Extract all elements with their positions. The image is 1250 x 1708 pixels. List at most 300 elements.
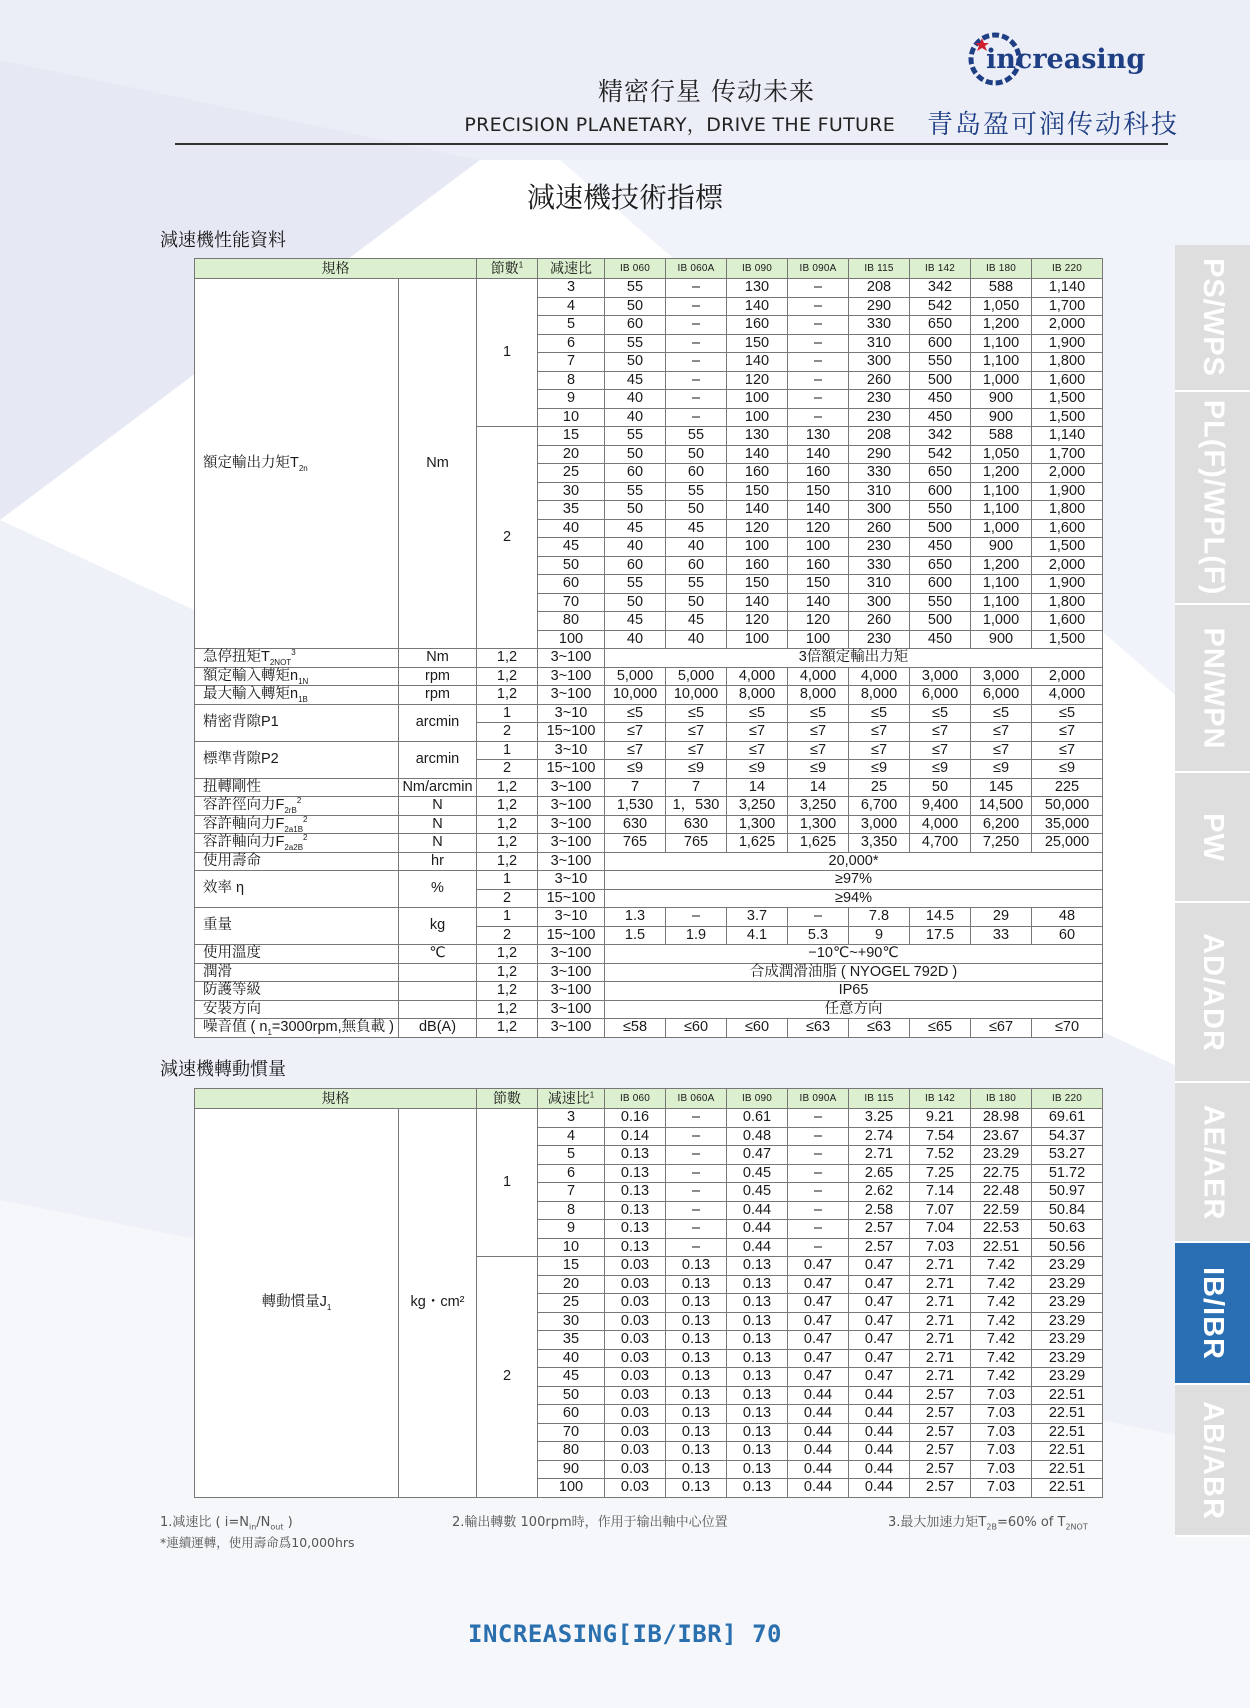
value-cell: 3,250 xyxy=(727,797,788,816)
value-cell: 20,000* xyxy=(605,852,1103,871)
stage-cell: 1,2 xyxy=(477,1019,538,1038)
table-row xyxy=(195,1109,1103,1128)
value-cell: ≤9 xyxy=(1032,760,1103,779)
side-tab-pl-wpl[interactable]: PL(F)/WPL(F) xyxy=(1175,392,1250,605)
value-cell: 450 xyxy=(910,630,971,649)
side-tab-ad-adr[interactable]: AD/ADR xyxy=(1175,903,1250,1083)
value-cell: 0.13 xyxy=(666,1423,727,1442)
ratio-cell: 100 xyxy=(538,1479,605,1498)
value-cell: 0.13 xyxy=(727,1257,788,1276)
value-cell: 55 xyxy=(605,334,666,353)
value-cell: 3,250 xyxy=(788,797,849,816)
value-cell: 150 xyxy=(727,575,788,594)
value-cell: 8,000 xyxy=(849,686,910,705)
inertia-label: 轉動慣量$J_1$ xyxy=(195,1109,399,1498)
value-cell: 2,000 xyxy=(1032,464,1103,483)
value-cell: 0.13 xyxy=(666,1368,727,1387)
value-cell: ≤7 xyxy=(971,723,1032,742)
value-cell: 1,500 xyxy=(1032,630,1103,649)
side-tab-ab-abr[interactable]: AB/ABR xyxy=(1175,1385,1250,1537)
header-stage: 節數 xyxy=(477,1089,538,1109)
value-cell: 1,140 xyxy=(1032,279,1103,298)
value-cell: 0.47 xyxy=(849,1349,910,1368)
value-cell: 550 xyxy=(910,501,971,520)
value-cell: 0.13 xyxy=(727,1294,788,1313)
header-model: IB 142 xyxy=(910,1089,971,1109)
side-tab-pn-wpn[interactable]: PN/WPN xyxy=(1175,605,1250,773)
value-cell: 1,625 xyxy=(727,834,788,853)
value-cell: 130 xyxy=(788,427,849,446)
value-cell: 0.13 xyxy=(666,1294,727,1313)
performance-table xyxy=(194,258,1103,1038)
ratio-cell: 30 xyxy=(538,1312,605,1331)
value-cell: 23.29 xyxy=(1032,1349,1103,1368)
value-cell: 1,000 xyxy=(971,612,1032,631)
value-cell: 0.03 xyxy=(605,1331,666,1350)
value-cell: 0.44 xyxy=(788,1460,849,1479)
value-cell: 2.71 xyxy=(910,1275,971,1294)
mounting-label: 安裝方向 xyxy=(195,1000,399,1019)
value-cell: 100 xyxy=(727,630,788,649)
value-cell: 0.03 xyxy=(605,1312,666,1331)
value-cell: 22.53 xyxy=(971,1220,1032,1239)
value-cell: – xyxy=(788,1127,849,1146)
header-model: IB 060A xyxy=(666,1089,727,1109)
value-cell: 7.42 xyxy=(971,1294,1032,1313)
value-cell: ≤5 xyxy=(727,704,788,723)
value-cell: 588 xyxy=(971,427,1032,446)
value-cell: 100 xyxy=(788,538,849,557)
value-cell: 0.13 xyxy=(666,1479,727,1498)
value-cell: 4,000 xyxy=(1032,686,1103,705)
ratio-cell: 60 xyxy=(538,575,605,594)
header-model: IB 220 xyxy=(1032,1089,1103,1109)
value-cell: – xyxy=(666,908,727,927)
value-cell: 542 xyxy=(910,297,971,316)
table-row xyxy=(195,649,1103,668)
value-cell: 50 xyxy=(666,501,727,520)
section-title-inertia: 減速機轉動慣量 xyxy=(160,1059,286,1080)
max-input-label: 最大輸入轉矩$n_{1B}$ xyxy=(195,686,399,705)
value-cell: 0.47 xyxy=(788,1312,849,1331)
value-cell: 1,600 xyxy=(1032,612,1103,631)
value-cell: 1,900 xyxy=(1032,575,1103,594)
value-cell: 0.13 xyxy=(666,1349,727,1368)
value-cell: 3,000 xyxy=(971,667,1032,686)
value-cell: 0.47 xyxy=(788,1257,849,1276)
header-spec: 規格 xyxy=(195,1089,477,1109)
value-cell: 22.51 xyxy=(1032,1405,1103,1424)
value-cell: 2.65 xyxy=(849,1164,910,1183)
value-cell: 50.63 xyxy=(1032,1220,1103,1239)
value-cell: 55 xyxy=(666,482,727,501)
ratio-cell: 25 xyxy=(538,1294,605,1313)
value-cell: 1,600 xyxy=(1032,519,1103,538)
value-cell: ≤7 xyxy=(605,741,666,760)
value-cell: – xyxy=(788,371,849,390)
value-cell: 2.57 xyxy=(910,1442,971,1461)
value-cell: 330 xyxy=(849,464,910,483)
value-cell: 35,000 xyxy=(1032,815,1103,834)
value-cell: 10,000 xyxy=(666,686,727,705)
value-cell: 2.57 xyxy=(910,1423,971,1442)
value-cell: 9,400 xyxy=(910,797,971,816)
table-row xyxy=(195,1019,1103,1038)
ratio-cell: 15~100 xyxy=(538,889,605,908)
value-cell: 23.29 xyxy=(1032,1275,1103,1294)
value-cell: 22.75 xyxy=(971,1164,1032,1183)
value-cell: 0.03 xyxy=(605,1294,666,1313)
value-cell: ≤7 xyxy=(727,723,788,742)
value-cell: 588 xyxy=(971,279,1032,298)
value-cell: 1,000 xyxy=(971,371,1032,390)
value-cell: 650 xyxy=(910,556,971,575)
value-cell: 53.27 xyxy=(1032,1146,1103,1165)
value-cell: 5,000 xyxy=(666,667,727,686)
value-cell: 2.57 xyxy=(910,1386,971,1405)
value-cell: 0.13 xyxy=(727,1386,788,1405)
value-cell: 2,000 xyxy=(1032,316,1103,335)
value-cell: 50 xyxy=(605,353,666,372)
value-cell: 2.74 xyxy=(849,1127,910,1146)
value-cell: 500 xyxy=(910,519,971,538)
value-cell: 2.71 xyxy=(910,1257,971,1276)
table-row xyxy=(195,963,1103,982)
value-cell: – xyxy=(788,353,849,372)
value-cell: 任意方向 xyxy=(605,1000,1103,1019)
ratio-cell: 3~100 xyxy=(538,1019,605,1038)
slogan-english: PRECISION PLANETARY，DRIVE THE FUTURE xyxy=(464,114,895,136)
value-cell: 0.13 xyxy=(727,1423,788,1442)
value-cell: 29 xyxy=(971,908,1032,927)
value-cell: 1,100 xyxy=(971,353,1032,372)
value-cell: 140 xyxy=(727,445,788,464)
value-cell: 50 xyxy=(605,593,666,612)
ratio-cell: 80 xyxy=(538,1442,605,1461)
value-cell: – xyxy=(666,1183,727,1202)
value-cell: ≤7 xyxy=(1032,741,1103,760)
value-cell: 7.8 xyxy=(849,908,910,927)
value-cell: 140 xyxy=(788,445,849,464)
value-cell: 33 xyxy=(971,926,1032,945)
header-model: IB 060A xyxy=(666,259,727,279)
stage-cell: 1,2 xyxy=(477,1000,538,1019)
value-cell: 100 xyxy=(727,408,788,427)
value-cell: 50.56 xyxy=(1032,1238,1103,1257)
value-cell: 45 xyxy=(666,612,727,631)
value-cell: 260 xyxy=(849,519,910,538)
ratio-cell: 70 xyxy=(538,593,605,612)
unit-cell: Nm xyxy=(399,279,477,649)
value-cell: 500 xyxy=(910,371,971,390)
value-cell: 230 xyxy=(849,630,910,649)
weight-label: 重量 xyxy=(195,908,399,945)
value-cell: 0.03 xyxy=(605,1368,666,1387)
value-cell: 0.13 xyxy=(666,1257,727,1276)
stage-cell: 1 xyxy=(477,1109,538,1257)
ratio-cell: 5 xyxy=(538,1146,605,1165)
value-cell: ≤60 xyxy=(666,1019,727,1038)
value-cell: 22.59 xyxy=(971,1201,1032,1220)
unit-cell: dB(A) xyxy=(399,1019,477,1038)
value-cell: 60 xyxy=(666,556,727,575)
value-cell: 17.5 xyxy=(910,926,971,945)
value-cell: 1,000 xyxy=(971,519,1032,538)
value-cell: 1,800 xyxy=(1032,593,1103,612)
torque-label: 額定輸出力矩$T_{2n}$ xyxy=(195,279,399,649)
table-row xyxy=(195,667,1103,686)
value-cell: – xyxy=(788,1164,849,1183)
value-cell: 0.13 xyxy=(666,1405,727,1424)
value-cell: 0.47 xyxy=(788,1275,849,1294)
value-cell: 1,800 xyxy=(1032,353,1103,372)
value-cell: 310 xyxy=(849,482,910,501)
value-cell: 1,500 xyxy=(1032,390,1103,409)
value-cell: 7 xyxy=(605,778,666,797)
unit-cell xyxy=(399,982,477,1001)
stage-cell: 2 xyxy=(477,427,538,649)
backlash-p2-label: 標準背隙P2 xyxy=(195,741,399,778)
side-tab-ib-ibr[interactable]: IB/IBR xyxy=(1175,1243,1250,1385)
value-cell: 150 xyxy=(788,575,849,594)
value-cell: 765 xyxy=(605,834,666,853)
unit-cell: kg・cm² xyxy=(399,1109,477,1498)
value-cell: 14,500 xyxy=(971,797,1032,816)
value-cell: 600 xyxy=(910,575,971,594)
value-cell: 542 xyxy=(910,445,971,464)
value-cell: 40 xyxy=(605,390,666,409)
ratio-cell: 3~100 xyxy=(538,945,605,964)
value-cell: 160 xyxy=(727,316,788,335)
value-cell: 60 xyxy=(1032,926,1103,945)
table-row xyxy=(195,1000,1103,1019)
ratio-cell: 45 xyxy=(538,538,605,557)
value-cell: 0.44 xyxy=(727,1201,788,1220)
value-cell: 0.45 xyxy=(727,1183,788,1202)
value-cell: 100 xyxy=(788,630,849,649)
value-cell: – xyxy=(788,1238,849,1257)
value-cell: 7 xyxy=(666,778,727,797)
value-cell: 0.03 xyxy=(605,1423,666,1442)
value-cell: 0.47 xyxy=(788,1368,849,1387)
value-cell: ≤9 xyxy=(666,760,727,779)
header-model: IB 090 xyxy=(727,259,788,279)
side-tab-ps-wps[interactable]: PS/WPS xyxy=(1175,245,1250,392)
footnote-output-speed: 2.輸出轉數 100rpm時，作用于输出軸中心位置 xyxy=(452,1515,728,1530)
value-cell: 0.44 xyxy=(727,1238,788,1257)
ratio-cell: 9 xyxy=(538,1220,605,1239)
value-cell: 120 xyxy=(727,371,788,390)
value-cell: 0.44 xyxy=(849,1423,910,1442)
header-divider xyxy=(175,143,1168,145)
ratio-cell: 3~100 xyxy=(538,797,605,816)
protection-label: 防護等級 xyxy=(195,982,399,1001)
value-cell: 25,000 xyxy=(1032,834,1103,853)
radial-force-label: 容許徑向力$F_{2rB}^2$ xyxy=(195,797,399,816)
value-cell: 160 xyxy=(727,556,788,575)
value-cell: 45 xyxy=(666,519,727,538)
value-cell: 0.13 xyxy=(666,1442,727,1461)
value-cell: 0.13 xyxy=(605,1164,666,1183)
value-cell: 140 xyxy=(788,593,849,612)
stage-cell: 2 xyxy=(477,723,538,742)
value-cell: 0.16 xyxy=(605,1109,666,1128)
value-cell: 1.5 xyxy=(605,926,666,945)
unit-cell: N xyxy=(399,797,477,816)
unit-cell: kg xyxy=(399,908,477,945)
value-cell: ≤7 xyxy=(788,723,849,742)
stage-cell: 1 xyxy=(477,908,538,927)
value-cell: 9 xyxy=(849,926,910,945)
ratio-cell: 15~100 xyxy=(538,926,605,945)
value-cell: 650 xyxy=(910,464,971,483)
value-cell: 1,140 xyxy=(1032,427,1103,446)
value-cell: 0.13 xyxy=(727,1331,788,1350)
value-cell: – xyxy=(788,1220,849,1239)
value-cell: 3,000 xyxy=(910,667,971,686)
value-cell: 550 xyxy=(910,593,971,612)
value-cell: 1,100 xyxy=(971,482,1032,501)
value-cell: 50 xyxy=(605,501,666,520)
value-cell: 4,000 xyxy=(727,667,788,686)
value-cell: ≤7 xyxy=(910,741,971,760)
value-cell: – xyxy=(788,279,849,298)
value-cell: – xyxy=(666,353,727,372)
life-label: 使用壽命 xyxy=(195,852,399,871)
value-cell: 140 xyxy=(727,593,788,612)
page-footer: INCREASING[IB/IBR] 70 xyxy=(468,1620,782,1648)
value-cell: 1,800 xyxy=(1032,501,1103,520)
ratio-cell: 3~100 xyxy=(538,815,605,834)
ratio-cell: 3~10 xyxy=(538,908,605,927)
value-cell: 330 xyxy=(849,316,910,335)
value-cell: 145 xyxy=(971,778,1032,797)
value-cell: 0.47 xyxy=(849,1331,910,1350)
stage-cell: 1 xyxy=(477,741,538,760)
ratio-cell: 100 xyxy=(538,630,605,649)
value-cell: 合成潤滑油脂 ( NYOGEL 792D ) xyxy=(605,963,1103,982)
value-cell: 1,900 xyxy=(1032,334,1103,353)
ratio-cell: 15~100 xyxy=(538,760,605,779)
value-cell: 0.13 xyxy=(666,1460,727,1479)
value-cell: 23.29 xyxy=(1032,1294,1103,1313)
value-cell: 140 xyxy=(727,353,788,372)
value-cell: 45 xyxy=(605,371,666,390)
side-tab-pw[interactable]: PW xyxy=(1175,773,1250,903)
value-cell: 0.44 xyxy=(788,1386,849,1405)
noise-label: 噪音值 ( $n_1=3000rpm$,無負載 ) xyxy=(195,1019,399,1038)
value-cell: 7.42 xyxy=(971,1275,1032,1294)
value-cell: 2.62 xyxy=(849,1183,910,1202)
ratio-cell: 70 xyxy=(538,1423,605,1442)
stage-cell: 1,2 xyxy=(477,982,538,1001)
value-cell: ≤9 xyxy=(971,760,1032,779)
value-cell: 14 xyxy=(727,778,788,797)
ratio-cell: 4 xyxy=(538,297,605,316)
value-cell: 1,050 xyxy=(971,297,1032,316)
header-model: IB 090 xyxy=(727,1089,788,1109)
value-cell: 2.58 xyxy=(849,1201,910,1220)
value-cell: 8,000 xyxy=(727,686,788,705)
value-cell: 22.51 xyxy=(1032,1423,1103,1442)
value-cell: 51.72 xyxy=(1032,1164,1103,1183)
value-cell: 450 xyxy=(910,538,971,557)
value-cell: 40 xyxy=(605,538,666,557)
value-cell: ≤5 xyxy=(788,704,849,723)
value-cell: 7.03 xyxy=(971,1386,1032,1405)
value-cell: 3.25 xyxy=(849,1109,910,1128)
value-cell: 1,625 xyxy=(788,834,849,853)
value-cell: 2.71 xyxy=(910,1294,971,1313)
value-cell: 0.44 xyxy=(727,1220,788,1239)
value-cell: ≤9 xyxy=(605,760,666,779)
value-cell: 225 xyxy=(1032,778,1103,797)
value-cell: 100 xyxy=(727,390,788,409)
table-row xyxy=(195,852,1103,871)
ratio-cell: 5 xyxy=(538,316,605,335)
value-cell: – xyxy=(666,316,727,335)
value-cell: ≤7 xyxy=(971,741,1032,760)
stage-cell: 1 xyxy=(477,704,538,723)
value-cell: 0.48 xyxy=(727,1127,788,1146)
ratio-cell: 7 xyxy=(538,353,605,372)
side-tab-ae-aer[interactable]: AE/AER xyxy=(1175,1083,1250,1243)
stage-cell: 2 xyxy=(477,889,538,908)
value-cell: 1，530 xyxy=(666,797,727,816)
value-cell: 1,200 xyxy=(971,556,1032,575)
table-row xyxy=(195,686,1103,705)
value-cell: 55 xyxy=(605,279,666,298)
value-cell: ≤5 xyxy=(666,704,727,723)
table-header-row xyxy=(195,1089,1103,1109)
company-name: 青岛盈可润传动科技 xyxy=(927,110,1180,140)
unit-cell: Nm/arcmin xyxy=(399,778,477,797)
rated-input-label: 額定輸入轉矩$n_{1N}$ xyxy=(195,667,399,686)
ratio-cell: 15 xyxy=(538,427,605,446)
unit-cell: ℃ xyxy=(399,945,477,964)
value-cell: – xyxy=(666,1109,727,1128)
value-cell: 50.97 xyxy=(1032,1183,1103,1202)
value-cell: 69.61 xyxy=(1032,1109,1103,1128)
value-cell: 7.04 xyxy=(910,1220,971,1239)
value-cell: 0.47 xyxy=(788,1349,849,1368)
value-cell: 1,500 xyxy=(1032,408,1103,427)
table-row xyxy=(195,982,1103,1001)
value-cell: 3,350 xyxy=(849,834,910,853)
ratio-cell: 35 xyxy=(538,501,605,520)
efficiency-label: 效率 η xyxy=(195,871,399,908)
stage-cell: 1,2 xyxy=(477,963,538,982)
table-row xyxy=(195,908,1103,927)
value-cell: 260 xyxy=(849,612,910,631)
value-cell: ≤63 xyxy=(849,1019,910,1038)
value-cell: – xyxy=(666,1238,727,1257)
header-ratio: 减速比 xyxy=(538,259,605,279)
value-cell: 1,900 xyxy=(1032,482,1103,501)
value-cell: – xyxy=(666,1164,727,1183)
value-cell: ≤7 xyxy=(1032,723,1103,742)
value-cell: 50,000 xyxy=(1032,797,1103,816)
value-cell: ≤5 xyxy=(605,704,666,723)
value-cell: – xyxy=(788,1109,849,1128)
value-cell: 0.61 xyxy=(727,1109,788,1128)
value-cell: 2.57 xyxy=(849,1220,910,1239)
value-cell: 600 xyxy=(910,482,971,501)
value-cell: 120 xyxy=(727,612,788,631)
value-cell: 1,300 xyxy=(788,815,849,834)
table-row xyxy=(195,815,1103,834)
header-spec: 規格 xyxy=(195,259,477,279)
